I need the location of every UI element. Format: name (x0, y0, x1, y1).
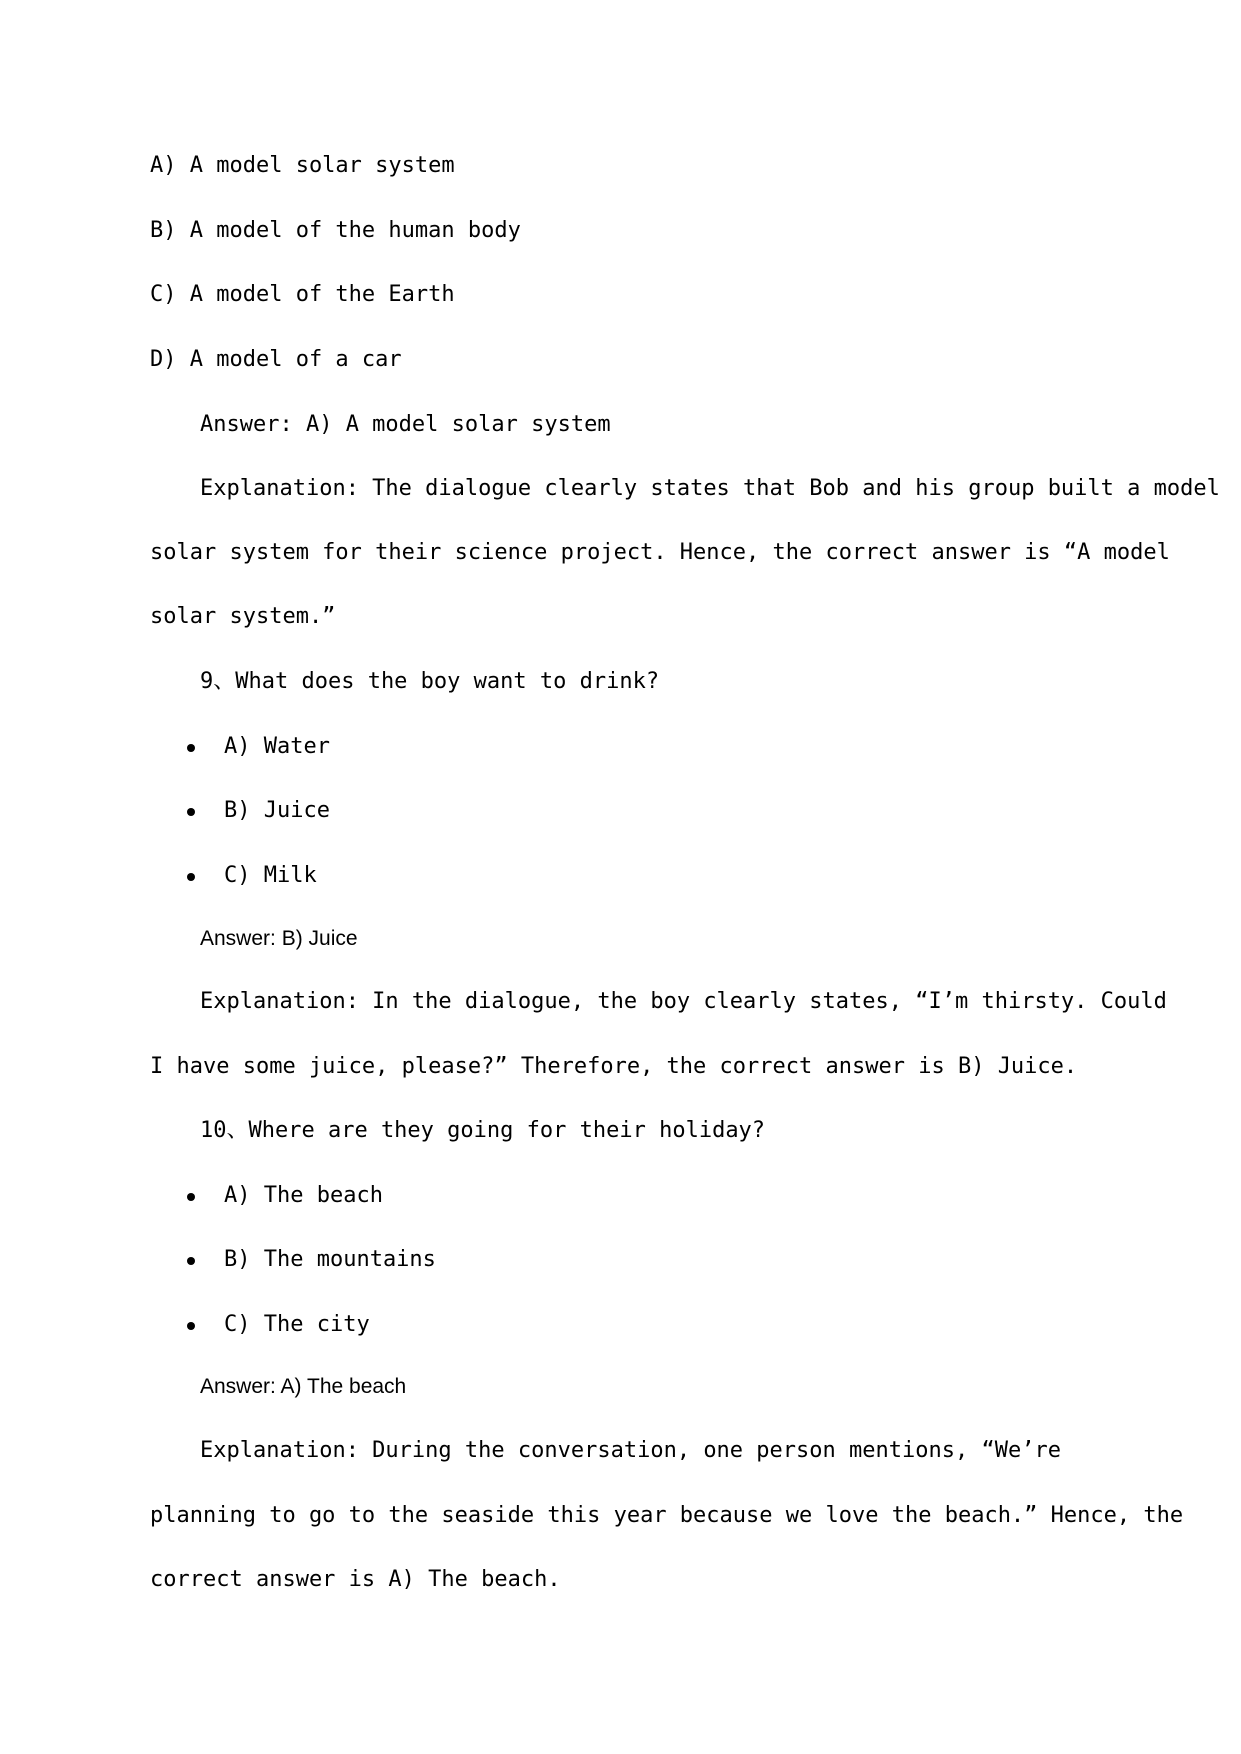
q9-answer: Answer: B) Juice (200, 927, 358, 950)
q8-explanation-line-3: solar system.” (150, 604, 336, 629)
q8-option-b: B) A model of the human body (150, 218, 521, 243)
q8-answer: Answer: A) A model solar system (200, 412, 611, 437)
bullet-icon (187, 744, 195, 752)
q9-explanation-line-1: Explanation: In the dialogue, the boy clearly states, “I’m thirsty. Could (200, 989, 1167, 1014)
q9-option-b: B) Juice (224, 798, 330, 823)
q10-question: 10、Where are they going for their holiday? (200, 1118, 766, 1143)
q10-option-b: B) The mountains (224, 1247, 436, 1272)
bullet-icon (187, 808, 195, 816)
q8-option-d: D) A model of a car (150, 347, 402, 372)
q10-explanation-line-2: planning to go to the seaside this year because we love the beach.” Hence, the (150, 1503, 1184, 1528)
bullet-icon (187, 1193, 195, 1201)
q10-explanation-line-1: Explanation: During the conversation, one person mentions, “We’re (200, 1438, 1061, 1463)
q10-option-c: C) The city (224, 1312, 370, 1337)
q8-option-c: C) A model of the Earth (150, 282, 455, 307)
q9-explanation-line-2: I have some juice, please?” Therefore, the correct answer is B) Juice. (150, 1054, 1078, 1079)
q9-option-c: C) Milk (224, 863, 317, 888)
q9-question: 9、What does the boy want to drink? (200, 669, 660, 694)
q9-option-a: A) Water (224, 734, 330, 759)
q8-option-a: A) A model solar system (150, 153, 455, 178)
q10-option-a: A) The beach (224, 1183, 383, 1208)
q8-explanation-line-2: solar system for their science project. Hence, the correct answer is “A model (150, 540, 1170, 565)
q8-explanation-line-1: Explanation: The dialogue clearly states that Bob and his group built a model (200, 476, 1220, 501)
bullet-icon (187, 873, 195, 881)
bullet-icon (187, 1322, 195, 1330)
q10-explanation-line-3: correct answer is A) The beach. (150, 1567, 561, 1592)
q10-answer: Answer: A) The beach (200, 1375, 407, 1398)
bullet-icon (187, 1257, 195, 1265)
